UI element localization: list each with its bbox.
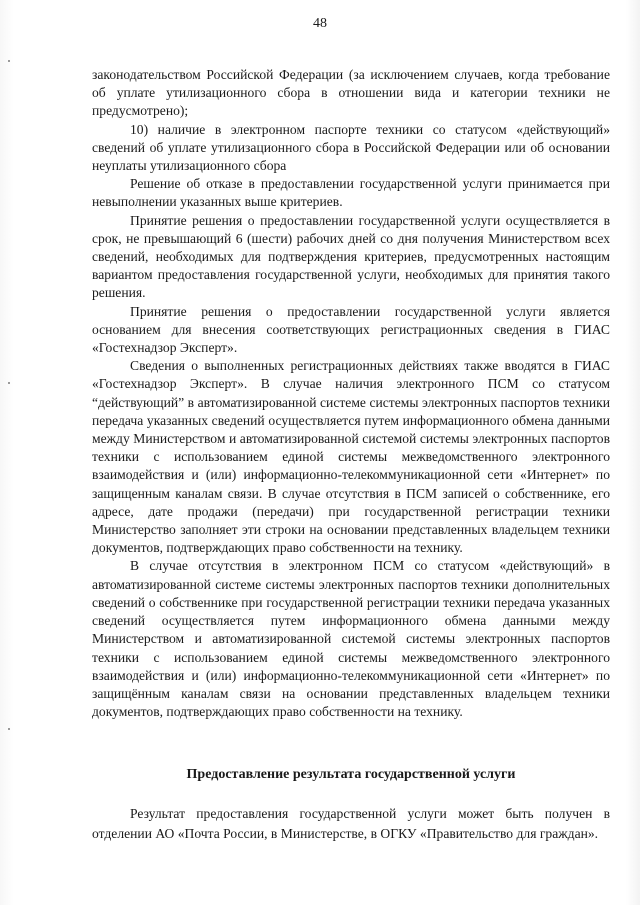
section-heading: Предоставление результата государственной услуги [186,767,516,782]
scan-mark [8,60,10,62]
paragraph: 10) наличие в электронном паспорте техники со статусом «действующий» сведений об уплате утилизационного сбора в Российской Федерации или об основании неуплаты утилизационного сбора [92,121,610,174]
paragraph: В случае отсутствия в электронном ПСМ со статусом «действующий» в автоматизированной системе системы электронных паспортов техники дополнительных сведений о собственнике при государственной регистрации техники передача указанных сведений осуществляется путем информационного обмена данными между Министерством и автоматизированной системой системы электронных паспортов техники с использованием единой системы межведомственного электронного взаимодействия и (или) информационно-телекоммуникационной сети «Интернет» по защищённым каналам связи на основании представленных владельцем техники документов, подтверждающих право собственности на технику. [92,558,610,720]
scan-mark [8,728,10,730]
paragraph: Принятие решения о предоставлении государственной услуги является основанием для внесения соответствующих регистрационных сведения в ГИАС «Гостехнадзор Эксперт». [92,303,610,356]
paragraph: Принятие решения о предоставлении государственной услуги осуществляется в срок, не превышающий 6 (шести) рабочих дней со дня получения Министерством всех сведений, необходимых для подтверждения критериев, предусмотренных настоящим вариантом предоставления государственной услуги, необходимых для принятия такого решения. [92,212,610,301]
result-text [92,804,610,843]
body-text [92,66,610,721]
page-number: 48 [313,16,327,31]
paragraph: законодательством Российской Федерации (за исключением случаев, когда требование об уплате утилизационного сбора в отношении вида и категории техники не предусмотрено); [92,67,610,119]
paragraph: Сведения о выполненных регистрационных действиях также вводятся в ГИАС «Гостехнадзор Эксперт». В случае наличия электронного ПСМ со статусом “действующий” в автоматизированной системе системы электронных паспортов техники передача указанных сведений осуществляется путем информационного обмена данными между Министерством и автоматизированной системой системы электронных паспортов техники с использованием единой системы межведомственного электронного взаимодействия и (или) информационно-телекоммуникационной сети «Интернет» по защищенным каналам связи. В случае отсутствия в ПСМ записей о собственнике, его адресе, дате продажи (передачи) при государственной регистрации техники Министерство заполняет эти строки на основании представленных владельцем техники документов, подтверждающих право собственности на технику. [92,358,610,556]
paragraph: Решение об отказе в предоставлении государственной услуги принимается при невыполнении указанных выше критериев. [92,176,610,210]
paragraph: Результат предоставления государственной услуги может быть получен в отделении АО «Почта России, в Министерстве, в ОГКУ «Правительство для граждан». [92,806,610,841]
scan-mark [8,382,10,384]
